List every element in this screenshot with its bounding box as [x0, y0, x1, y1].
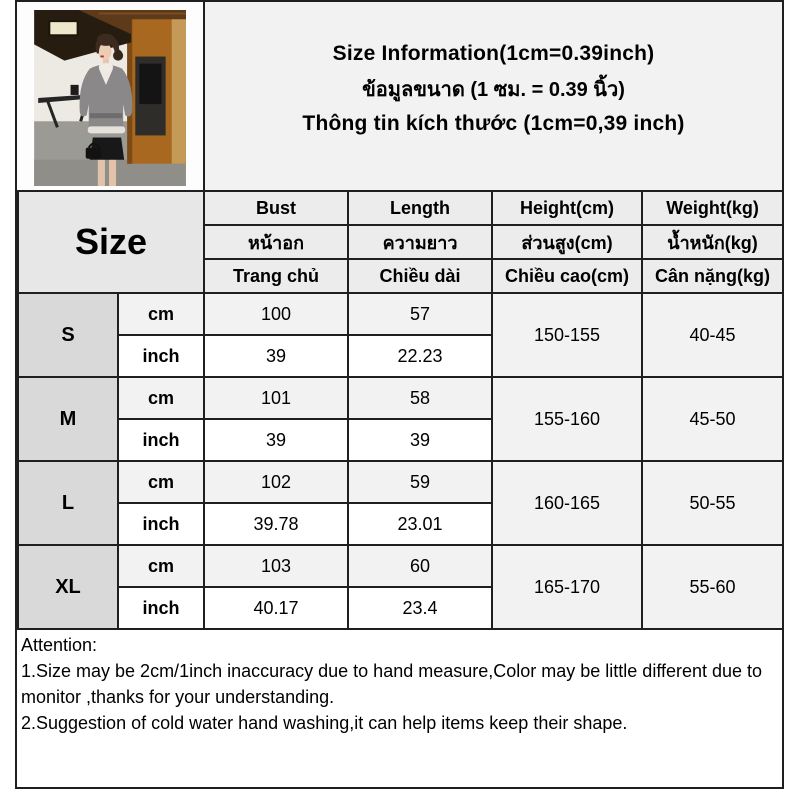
col-header-weight-th: น้ำหนัก(kg)	[642, 225, 783, 259]
col-header-weight-vi: Cân nặng(kg)	[642, 259, 783, 293]
attention-heading: Attention:	[21, 635, 98, 655]
bust-cm-l: 102	[204, 461, 348, 503]
length-inch-s: 22.23	[348, 335, 492, 377]
length-inch-xl: 23.4	[348, 587, 492, 629]
unit-cm-l: cm	[118, 461, 204, 503]
size-row-label-s: S	[18, 293, 118, 377]
size-row-label-l: L	[18, 461, 118, 545]
weight-m: 45-50	[642, 377, 783, 461]
unit-inch-m: inch	[118, 419, 204, 461]
col-header-weight-en: Weight(kg)	[642, 191, 783, 225]
bust-inch-xl: 40.17	[204, 587, 348, 629]
unit-cm-xl: cm	[118, 545, 204, 587]
bust-inch-s: 39	[204, 335, 348, 377]
col-header-bust-th: หน้าอก	[204, 225, 348, 259]
size-chart-frame	[15, 0, 784, 789]
height-m: 155-160	[492, 377, 642, 461]
weight-l: 50-55	[642, 461, 783, 545]
length-inch-l: 23.01	[348, 503, 492, 545]
title-vietnamese: Thông tin kích thước (1cm=0,39 inch)	[302, 112, 685, 135]
col-header-bust-vi: Trang chủ	[204, 259, 348, 293]
height-l: 160-165	[492, 461, 642, 545]
height-xl: 165-170	[492, 545, 642, 629]
col-header-length-vi: Chiều dài	[348, 259, 492, 293]
bust-inch-l: 39.78	[204, 503, 348, 545]
length-cm-m: 58	[348, 377, 492, 419]
title-thai: ข้อมูลขนาด (1 ซม. = 0.39 นิ้ว)	[362, 79, 625, 101]
length-inch-m: 39	[348, 419, 492, 461]
attention-section	[17, 630, 782, 787]
length-cm-xl: 60	[348, 545, 492, 587]
unit-cm-m: cm	[118, 377, 204, 419]
title-block	[205, 2, 782, 190]
attention-note-1: 1.Size may be 2cm/1inch inaccuracy due to hand measure,Color may be little different due to monitor ,thanks for your understanding.	[21, 661, 763, 707]
unit-inch-xl: inch	[118, 587, 204, 629]
length-cm-l: 59	[348, 461, 492, 503]
length-cm-s: 57	[348, 293, 492, 335]
col-header-bust-en: Bust	[204, 191, 348, 225]
size-row-label-m: M	[18, 377, 118, 461]
product-photo-illustration	[34, 10, 186, 186]
bust-cm-m: 101	[204, 377, 348, 419]
size-table-corner-label: Size	[18, 191, 204, 293]
bust-inch-m: 39	[204, 419, 348, 461]
size-row-label-xl: XL	[18, 545, 118, 629]
col-header-height-en: Height(cm)	[492, 191, 642, 225]
unit-inch-s: inch	[118, 335, 204, 377]
unit-cm-s: cm	[118, 293, 204, 335]
weight-xl: 55-60	[642, 545, 783, 629]
weight-s: 40-45	[642, 293, 783, 377]
col-header-length-en: Length	[348, 191, 492, 225]
title-english: Size Information(1cm=0.39inch)	[332, 42, 655, 65]
size-table	[17, 190, 784, 630]
col-header-height-th: ส่วนสูง(cm)	[492, 225, 642, 259]
col-header-length-th: ความยาว	[348, 225, 492, 259]
product-photo	[17, 2, 205, 190]
attention-note-2: 2.Suggestion of cold water hand washing,it can help items keep their shape.	[21, 713, 628, 733]
col-header-height-vi: Chiều cao(cm)	[492, 259, 642, 293]
bust-cm-xl: 103	[204, 545, 348, 587]
bust-cm-s: 100	[204, 293, 348, 335]
height-s: 150-155	[492, 293, 642, 377]
unit-inch-l: inch	[118, 503, 204, 545]
top-section	[17, 2, 782, 190]
